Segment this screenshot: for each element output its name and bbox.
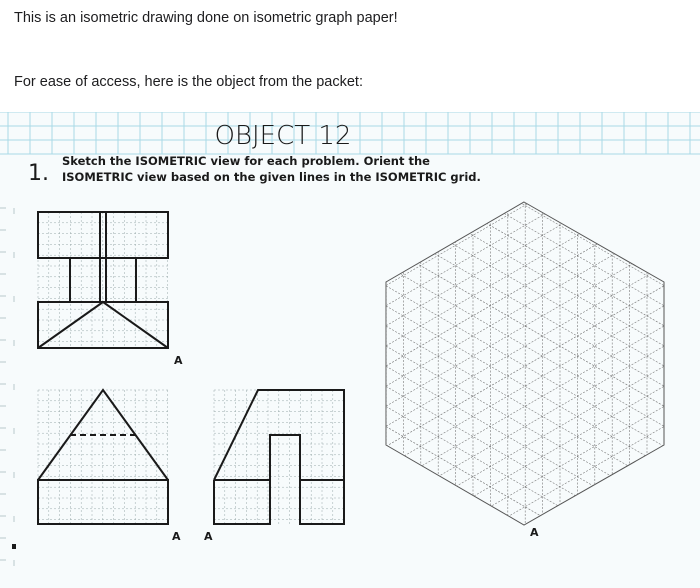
post-text-line-2: For ease of access, here is the object from the packet: bbox=[14, 74, 363, 90]
label-side-view: A bbox=[172, 530, 181, 543]
worksheet-title: OBJECT 12 bbox=[214, 121, 352, 151]
problem-number: 1. bbox=[28, 161, 49, 186]
stray-mark bbox=[12, 544, 16, 549]
label-front-view: A bbox=[174, 354, 183, 367]
label-top-view: A bbox=[204, 530, 213, 543]
side-view-drawing bbox=[38, 390, 168, 524]
top-view-drawing bbox=[214, 390, 344, 524]
post-text-line-1: This is an isometric drawing done on isometric graph paper! bbox=[14, 10, 398, 26]
worksheet-image bbox=[0, 112, 700, 588]
label-iso-grid: A bbox=[530, 526, 539, 539]
margin-ticks bbox=[0, 208, 14, 566]
instruction-line-2: ISOMETRIC view based on the given lines in the ISOMETRIC grid. bbox=[62, 170, 481, 184]
worksheet-drawing bbox=[0, 112, 700, 588]
instruction-line-1: Sketch the ISOMETRIC view for each problem. Orient the bbox=[62, 154, 430, 168]
front-view-drawing bbox=[38, 212, 168, 348]
